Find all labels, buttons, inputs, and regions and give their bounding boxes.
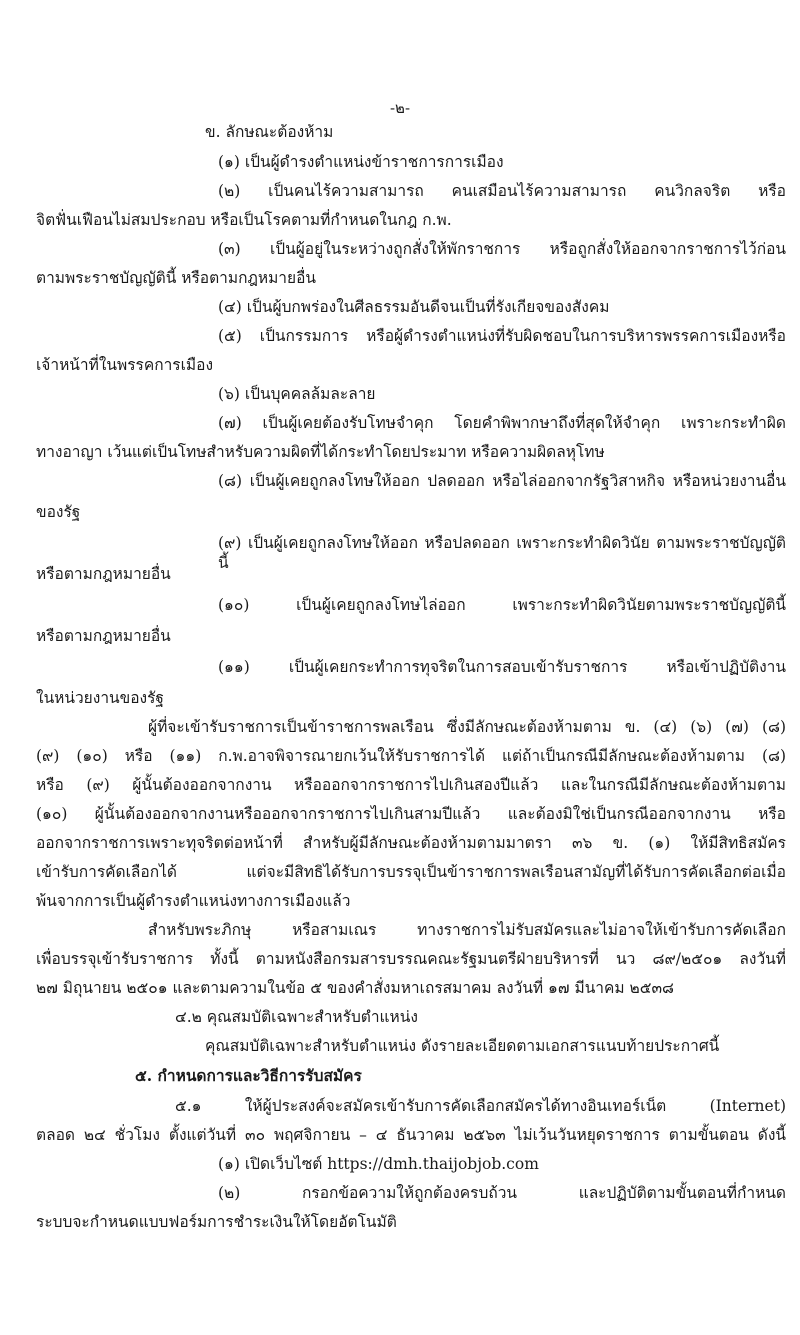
item-7-cont: ทางอาญา เว้นแต่เป็นโทษสำหรับความผิดที่ได้กระทำโดยประมาท หรือความผิดลหุโทษ <box>36 443 605 461</box>
item-7: (๗) เป็นผู้เคยต้องรับโทษจำคุก โดยคำพิพากษาถึงที่สุดให้จำคุก เพราะกระทำผิด <box>218 414 786 432</box>
monk-para-line-2: เพื่อบรรจุเข้ารับราชการ ทั้งนี้ ตามหนังสือกรมสารบรรณคณะรัฐมนตรีฝ่ายบริหารที่ นว ๘๙/๒๕๐๑ ลงวันที่ <box>36 950 786 968</box>
item-11: (๑๑) เป็นผู้เคยกระทำการทุจริตในการสอบเข้ารับราชการ หรือเข้าปฏิบัติงาน <box>218 658 786 676</box>
item-8-cont: ของรัฐ <box>36 503 81 521</box>
section-4-2-heading: ๔.๒ คุณสมบัติเฉพาะสำหรับตำแหน่ง <box>175 1008 418 1026</box>
prohibited-qualifications-heading: ข. ลักษณะต้องห้าม <box>205 123 334 141</box>
step-2: (๒) กรอกข้อความให้ถูกต้องครบถ้วน และปฏิบัติตามขั้นตอนที่กำหนด <box>218 1184 786 1202</box>
section-5-1-line-2: ตลอด ๒๔ ชั่วโมง ตั้งแต่วันที่ ๓๐ พฤศจิกายน – ๔ ธันวาคม ๒๕๖๓ ไม่เว้นวันหยุดราชการ ตามขั้นตอน ดังนี้ <box>36 1126 786 1144</box>
item-11-cont: ในหน่วยงานของรัฐ <box>36 689 164 707</box>
exemption-para-line-5: ออกจากราชการเพราะทุจริตต่อหน้าที่ สำหรับผู้มีลักษณะต้องห้ามตามมาตรา ๓๖ ข. (๑) ให้มีสิทธิสมัคร <box>36 834 786 852</box>
item-10: (๑๐) เป็นผู้เคยถูกลงโทษไล่ออก เพราะกระทำผิดวินัยตามพระราชบัญญัตินี้ <box>218 596 786 614</box>
item-5-cont: เจ้าหน้าที่ในพรรคการเมือง <box>36 356 214 374</box>
item-3-cont: ตามพระราชบัญญัตินี้ หรือตามกฎหมายอื่น <box>36 269 316 287</box>
step-2-cont: ระบบจะกำหนดแบบฟอร์มการชำระเงินให้โดยอัตโนมัติ <box>36 1213 397 1231</box>
item-2: (๒) เป็นคนไร้ความสามารถ คนเสมือนไร้ความสามารถ คนวิกลจริต หรือ <box>218 182 786 200</box>
exemption-para-line-1: ผู้ที่จะเข้ารับราชการเป็นข้าราชการพลเรือน ซึ่งมีลักษณะต้องห้ามตาม ข. (๔) (๖) (๗) (๘) <box>148 718 786 736</box>
step-1-website: (๑) เปิดเว็บไซต์ https://dmh.thaijobjob.com <box>218 1155 539 1173</box>
monk-para-line-1: สำหรับพระภิกษุ หรือสามเณร ทางราชการไม่รับสมัครและไม่อาจให้เข้ารับการคัดเลือก <box>148 921 786 939</box>
item-8: (๘) เป็นผู้เคยถูกลงโทษให้ออก ปลดออก หรือไล่ออกจากรัฐวิสาหกิจ หรือหน่วยงานอื่น <box>218 472 786 490</box>
section-5-heading: ๕. กำหนดการและวิธีการรับสมัคร <box>135 1066 362 1085</box>
section-4-2-text: คุณสมบัติเฉพาะสำหรับตำแหน่ง ดังรายละเอียดตามเอกสารแนบท้ายประกาศนี้ <box>205 1037 720 1055</box>
item-3: (๓) เป็นผู้อยู่ในระหว่างถูกสั่งให้พักราชการ หรือถูกสั่งให้ออกจากราชการไว้ก่อน <box>218 240 786 258</box>
section-5-1-line-1: ๕.๑ ให้ผู้ประสงค์จะสมัครเข้ารับการคัดเลือกสมัครได้ทางอินเทอร์เน็ต (Internet) <box>175 1097 786 1115</box>
item-2-cont: จิตฟั่นเฟือนไม่สมประกอบ หรือเป็นโรคตามที่กำหนดในกฎ ก.พ. <box>36 211 452 229</box>
item-5: (๕) เป็นกรรมการ หรือผู้ดำรงตำแหน่งที่รับผิดชอบในการบริหารพรรคการเมืองหรือ <box>218 327 786 345</box>
item-6: (๖) เป็นบุคคลล้มละลาย <box>218 385 376 403</box>
monk-para-line-3: ๒๗ มิถุนายน ๒๕๐๑ และตามความในข้อ ๕ ของคำสั่งมหาเถรสมาคม ลงวันที่ ๑๗ มีนาคม ๒๕๓๘ <box>36 979 675 997</box>
exemption-para-line-6: เข้ารับการคัดเลือกได้ แต่จะมีสิทธิได้รับการบรรจุเป็นข้าราชการพลเรือนสามัญที่ได้รับการคัดเลือกต่อเมื่อ <box>36 863 786 881</box>
item-9: (๙) เป็นผู้เคยถูกลงโทษให้ออก หรือปลดออก เพราะกระทำผิดวินัย ตามพระราชบัญญัตินี้ <box>218 534 786 572</box>
item-10-cont: หรือตามกฎหมายอื่น <box>36 627 171 645</box>
page-number: -๒- <box>389 99 411 117</box>
exemption-para-line-3: หรือ (๙) ผู้นั้นต้องออกจากงาน หรือออกจากราชการไปเกินสองปีแล้ว และในกรณีมีลักษณะต้องห้ามตาม <box>36 776 786 794</box>
item-9-cont: หรือตามกฎหมายอื่น <box>36 565 171 583</box>
item-4: (๔) เป็นผู้บกพร่องในศีลธรรมอันดีจนเป็นที่รังเกียจของสังคม <box>218 298 610 316</box>
item-1: (๑) เป็นผู้ดำรงตำแหน่งข้าราชการการเมือง <box>218 153 504 171</box>
exemption-para-line-2: (๙) (๑๐) หรือ (๑๑) ก.พ.อาจพิจารณายกเว้นให้รับราชการได้ แต่ถ้าเป็นกรณีมีลักษณะต้องห้ามตาม (๘) <box>36 747 786 765</box>
exemption-para-line-4: (๑๐) ผู้นั้นต้องออกจากงานหรือออกจากราชการไปเกินสามปีแล้ว และต้องมิใช่เป็นกรณีออกจากงาน หรือ <box>36 805 786 823</box>
exemption-para-line-7: พ้นจากการเป็นผู้ดำรงตำแหน่งทางการเมืองแล้ว <box>36 892 351 910</box>
